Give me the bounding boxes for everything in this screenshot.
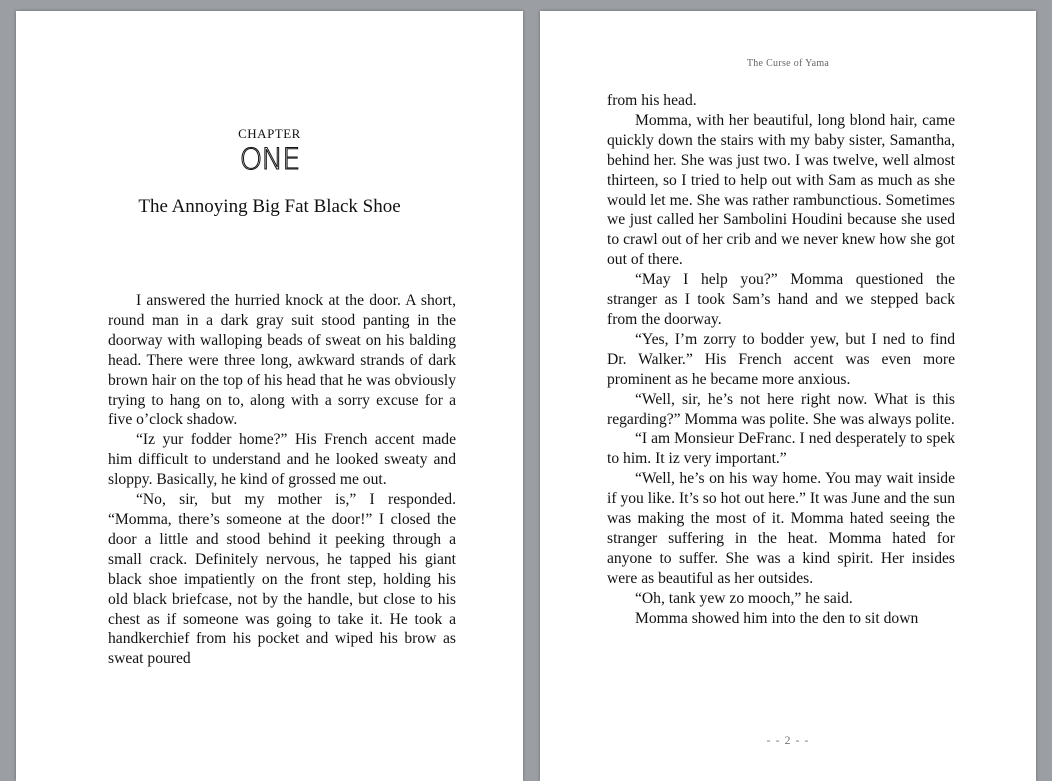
paragraph: “Well, he’s on his way home. You may wait inside if you like. It’s so hot out here.” It was June and the sun was making the most of it. Momma hated seeing the stranger suffering in the heat. Momma hated for anyone to suffer. She was a kind spirit. Her insides were as beautiful as her outsides.	[607, 470, 955, 587]
paragraph: “No, sir, but my mother is,” I responded. “Momma, there’s someone at the door!” I closed the door a little and stood behind it peeking through a small crack. Definitely nervous, he tapped his giant black shoe impatiently on the front step, holding his old black briefcase, not by the handle, but close to his chest as if someone was going to take it. He took a handkerchief from his pocket and wiped his brow as sweat poured	[108, 491, 456, 668]
left-body-text	[108, 291, 456, 669]
paragraph: “May I help you?” Momma questioned the stranger as I took Sam’s hand and we stepped back from the doorway.	[607, 271, 955, 328]
paragraph: “Well, sir, he’s not here right now. What is this regarding?” Momma was polite. She was always polite.	[607, 390, 955, 428]
paragraph: “Yes, I’m zorry to bodder yew, but I ned to find Dr. Walker.” His French accent was even more prominent as he became more anxious.	[607, 330, 955, 388]
paragraph: “Iz yur fodder home?” His French accent made him difficult to understand and he looked sweaty and sloppy. Basically, he kind of grossed me out.	[108, 431, 456, 489]
paragraph: Momma showed him into the den to sit down	[635, 609, 919, 627]
right-page	[540, 11, 1036, 781]
chapter-label: CHAPTER	[238, 126, 301, 141]
right-body-text	[607, 91, 955, 628]
chapter-title: The Annoying Big Fat Black Shoe	[138, 196, 401, 217]
chapter-number: ONE	[239, 142, 300, 176]
left-page	[16, 11, 523, 781]
running-header: The Curse of Yama	[746, 58, 830, 69]
paragraph: “I am Monsieur DeFranc. I ned desperately to spek to him. It iz very important.”	[607, 430, 955, 468]
paragraph: Momma, with her beautiful, long blond hair, came quickly down the stairs with my baby sister, Samantha, behind her. She was just two. I was twelve, well almost thirteen, so I tried to help out with Sam as much as she would let me. She was rather rambunctious. Sometimes we just called her Sambolini Houdini because she used to crawl out of her crib and we never knew how she got out of there.	[607, 111, 955, 269]
paragraph: “Oh, tank yew zo mooch,” he said.	[635, 589, 853, 607]
paragraph: I answered the hurried knock at the door. A short, round man in a dark gray suit stood panting in the doorway with walloping beads of sweat on his balding head. There were three long, awkward strands of dark brown hair on the top of his head that he was obviously trying to hang on to, along with a sorry excuse for a five o’clock shadow.	[108, 292, 456, 429]
continuation-paragraph: from his head.	[607, 92, 697, 109]
page-number: - - 2 - -	[766, 733, 810, 747]
